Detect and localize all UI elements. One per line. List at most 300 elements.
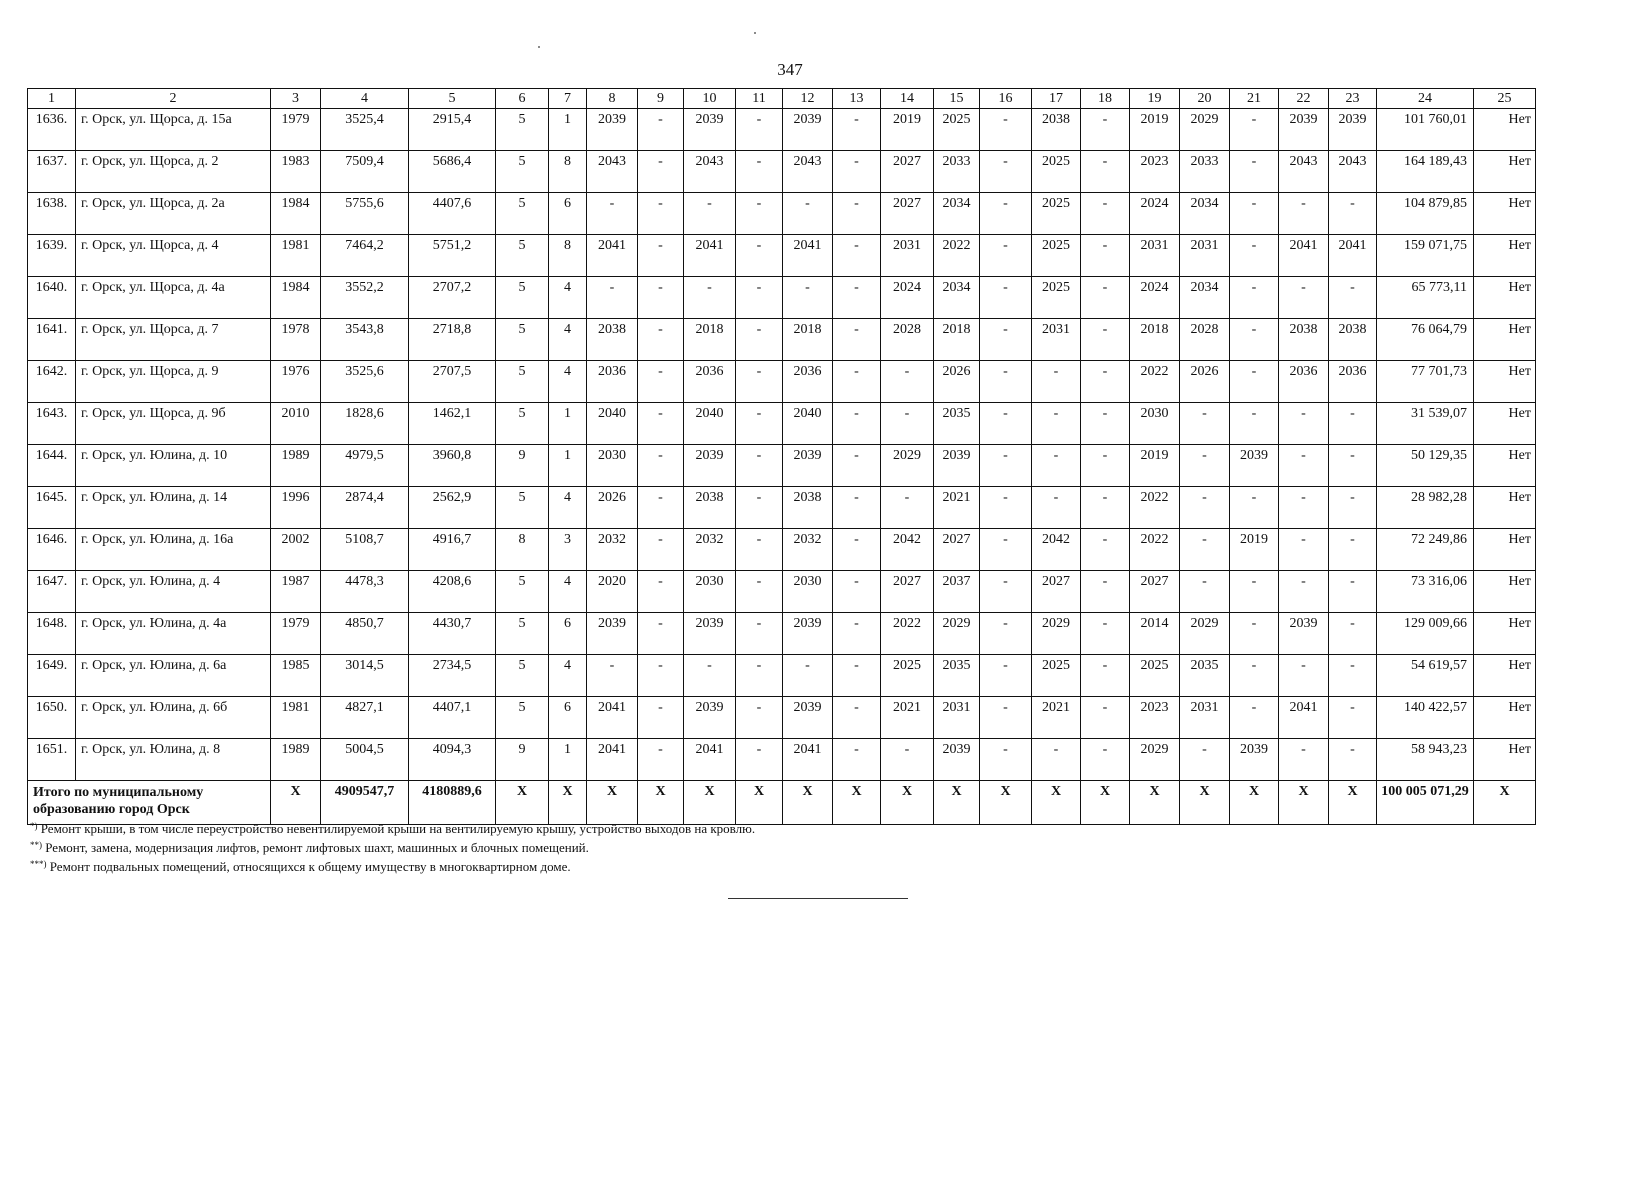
repair-schedule-table [27,88,1536,825]
table-cell: - [980,655,1032,697]
total-cell: X [1279,781,1329,825]
table-cell: - [1081,571,1130,613]
header-cell: 1 [28,89,76,109]
table-cell: - [1230,655,1279,697]
table-cell: 2025 [1032,151,1081,193]
table-cell: - [833,739,881,781]
table-cell: 2027 [881,151,934,193]
table-row [28,739,1536,781]
table-cell: 1978 [271,319,321,361]
header-cell: 6 [496,89,549,109]
table-cell: - [881,487,934,529]
table-cell: 1985 [271,655,321,697]
table-cell: - [587,277,638,319]
table-cell: - [1230,319,1279,361]
table-cell: 4 [549,487,587,529]
table-cell: 2043 [1329,151,1377,193]
table-cell: - [833,655,881,697]
table-cell: - [1279,193,1329,235]
table-cell: 2041 [1279,235,1329,277]
table-cell: 2039 [1279,613,1329,655]
row-number-cell: 1639. [28,235,76,277]
table-cell: 2019 [1130,109,1180,151]
table-cell: 1828,6 [321,403,409,445]
row-number-cell: 1646. [28,529,76,571]
table-cell: 4208,6 [409,571,496,613]
table-row [28,613,1536,655]
table-cell: 1979 [271,613,321,655]
table-cell: 1996 [271,487,321,529]
table-cell: 1984 [271,193,321,235]
table-cell: Нет [1474,151,1536,193]
scan-speck [538,46,540,48]
header-cell: 8 [587,89,638,109]
table-cell: - [736,319,783,361]
header-cell: 21 [1230,89,1279,109]
table-cell: Нет [1474,697,1536,739]
table-cell: - [833,697,881,739]
table-cell: 2027 [934,529,980,571]
row-number-cell: 1643. [28,403,76,445]
table-cell: 2039 [1230,739,1279,781]
table-cell: 2019 [881,109,934,151]
table-cell: 5 [496,571,549,613]
table-cell: - [1032,403,1081,445]
table-cell: 58 943,23 [1377,739,1474,781]
footnotes [30,818,755,875]
table-cell: 2025 [1130,655,1180,697]
table-cell: 2038 [587,319,638,361]
table-cell: 73 316,06 [1377,571,1474,613]
table-cell: - [736,739,783,781]
total-cell: X [1474,781,1536,825]
table-cell: - [1081,361,1130,403]
table-cell: - [1180,403,1230,445]
row-number-cell: 1641. [28,319,76,361]
table-cell: 1 [549,109,587,151]
table-cell: - [980,613,1032,655]
table-cell: 2042 [881,529,934,571]
table-cell: Нет [1474,109,1536,151]
table-body [28,89,1536,825]
table-cell: - [1081,529,1130,571]
table-cell: - [736,613,783,655]
address-cell: г. Орск, ул. Щорса, д. 9б [76,403,271,445]
table-cell: - [684,655,736,697]
row-number-cell: 1650. [28,697,76,739]
table-cell: 2039 [684,613,736,655]
table-row [28,151,1536,193]
table-cell: - [1329,739,1377,781]
table-cell: Нет [1474,445,1536,487]
table-cell: - [638,109,684,151]
table-cell: 2874,4 [321,487,409,529]
table-cell: 5 [496,235,549,277]
table-cell: 3014,5 [321,655,409,697]
table-cell: - [1081,277,1130,319]
table-cell: 2023 [1130,151,1180,193]
table-cell: 2031 [1130,235,1180,277]
table-cell: 6 [549,697,587,739]
address-cell: г. Орск, ул. Щорса, д. 2 [76,151,271,193]
table-cell: 2039 [1230,445,1279,487]
table-cell: 4 [549,277,587,319]
table-cell: - [736,151,783,193]
table-cell: 2026 [1180,361,1230,403]
table-cell: 1981 [271,235,321,277]
table-row [28,193,1536,235]
table-cell: 2041 [783,235,833,277]
table-cell: 1 [549,445,587,487]
table-cell: 4478,3 [321,571,409,613]
table-cell: 2018 [1130,319,1180,361]
table-cell: - [833,613,881,655]
table-cell: - [1081,697,1130,739]
row-number-cell: 1651. [28,739,76,781]
table-cell: - [1081,487,1130,529]
table-cell: - [736,361,783,403]
total-cell: 100 005 071,29 [1377,781,1474,825]
total-cell: 4909547,7 [321,781,409,825]
table-cell: 2029 [1180,109,1230,151]
table-cell: 2024 [1130,277,1180,319]
header-cell: 20 [1180,89,1230,109]
table-cell: 4 [549,361,587,403]
table-cell: 2022 [881,613,934,655]
table-cell: 2039 [1279,109,1329,151]
table-cell: - [1032,361,1081,403]
table-cell: 5 [496,403,549,445]
address-cell: г. Орск, ул. Щорса, д. 7 [76,319,271,361]
table-cell: - [1032,739,1081,781]
table-cell: - [638,529,684,571]
table-cell: - [638,445,684,487]
table-cell: 5 [496,109,549,151]
table-cell: Нет [1474,235,1536,277]
table-cell: 4 [549,319,587,361]
table-cell: - [833,319,881,361]
table-cell: 2025 [1032,235,1081,277]
table-cell: 2018 [684,319,736,361]
table-cell: 2025 [1032,655,1081,697]
address-cell: г. Орск, ул. Юлина, д. 4 [76,571,271,613]
table-cell: 6 [549,613,587,655]
table-cell: Нет [1474,319,1536,361]
table-cell: 1983 [271,151,321,193]
table-cell: 2041 [783,739,833,781]
table-cell: 2019 [1130,445,1180,487]
table-cell: - [980,739,1032,781]
table-cell: 2033 [934,151,980,193]
footnote-text: Ремонт подвальных помещений, относящихся к общему имуществу в многоквартирном доме. [49,859,571,874]
table-cell: - [736,403,783,445]
table-cell: 4094,3 [409,739,496,781]
table-row [28,445,1536,487]
table-cell: - [980,445,1032,487]
table-cell: 2010 [271,403,321,445]
header-cell: 24 [1377,89,1474,109]
address-cell: г. Орск, ул. Щорса, д. 4 [76,235,271,277]
table-cell: - [638,739,684,781]
table-cell: 2040 [783,403,833,445]
table-cell: 2030 [684,571,736,613]
table-cell: 2031 [881,235,934,277]
table-cell: 2019 [1230,529,1279,571]
header-cell: 17 [1032,89,1081,109]
table-row [28,361,1536,403]
table-cell: 5 [496,319,549,361]
table-cell: - [1279,445,1329,487]
table-cell: - [1230,361,1279,403]
table-cell: 2021 [881,697,934,739]
table-cell: - [1329,613,1377,655]
table-cell: - [833,109,881,151]
table-cell: 8 [496,529,549,571]
table-cell: - [736,571,783,613]
table-cell: - [638,151,684,193]
table-cell: 3543,8 [321,319,409,361]
address-cell: г. Орск, ул. Юлина, д. 14 [76,487,271,529]
table-cell: - [833,361,881,403]
table-cell: - [1180,487,1230,529]
table-cell: 2040 [684,403,736,445]
table-cell: 5686,4 [409,151,496,193]
table-cell: - [1180,739,1230,781]
table-cell: 1979 [271,109,321,151]
table-cell: - [1081,109,1130,151]
table-cell: 4827,1 [321,697,409,739]
table-cell: - [833,529,881,571]
table-cell: 2038 [1279,319,1329,361]
table-cell: 2021 [1032,697,1081,739]
table-cell: - [980,697,1032,739]
table-cell: - [1081,403,1130,445]
address-cell: г. Орск, ул. Щорса, д. 9 [76,361,271,403]
table-cell: 2034 [934,193,980,235]
table-cell: 2915,4 [409,109,496,151]
table-cell: - [833,193,881,235]
table-cell: Нет [1474,487,1536,529]
total-cell: X [1081,781,1130,825]
table-cell: 2029 [1032,613,1081,655]
table-cell: 2038 [684,487,736,529]
table-cell: 5 [496,277,549,319]
address-cell: г. Орск, ул. Щорса, д. 4а [76,277,271,319]
table-cell: 2707,5 [409,361,496,403]
table-cell: 2022 [1130,487,1180,529]
header-cell: 10 [684,89,736,109]
table-cell: Нет [1474,571,1536,613]
total-label: Итого по муниципальному образованию город Орск [28,781,271,825]
table-cell: - [1329,697,1377,739]
table-cell: - [736,529,783,571]
table-cell: 164 189,43 [1377,151,1474,193]
table-cell: 2032 [783,529,833,571]
table-cell: 1462,1 [409,403,496,445]
table-cell: 2039 [684,445,736,487]
table-cell: - [1081,151,1130,193]
table-cell: 1 [549,739,587,781]
table-cell: 2028 [1180,319,1230,361]
table-cell: 2039 [934,445,980,487]
table-cell: - [1279,403,1329,445]
total-cell: X [638,781,684,825]
table-cell: 2036 [1329,361,1377,403]
table-cell: Нет [1474,655,1536,697]
table-cell: - [1230,571,1279,613]
total-cell: X [1130,781,1180,825]
header-row [28,89,1536,109]
table-cell: 2039 [934,739,980,781]
row-number-cell: 1644. [28,445,76,487]
total-cell: 4180889,6 [409,781,496,825]
table-cell: 2029 [881,445,934,487]
table-cell: 2039 [783,109,833,151]
table-cell: 2039 [1329,109,1377,151]
table-cell: 2032 [587,529,638,571]
table-cell: 2041 [587,235,638,277]
table-cell: 101 760,01 [1377,109,1474,151]
table-cell: 2018 [783,319,833,361]
total-cell: X [783,781,833,825]
table-cell: 3 [549,529,587,571]
table-cell: - [587,655,638,697]
table-cell: - [980,487,1032,529]
footnote-text: Ремонт крыши, в том числе переустройство невентилируемой крыши на вентилируемую крышу, устройство выходов на кровлю. [40,821,756,836]
table-cell: Нет [1474,739,1536,781]
row-number-cell: 1645. [28,487,76,529]
table-cell: - [736,193,783,235]
table-cell: - [1329,655,1377,697]
table-cell: 9 [496,445,549,487]
table-cell: 2038 [1032,109,1081,151]
table-cell: - [980,361,1032,403]
table-cell: 2026 [587,487,638,529]
table-cell: 2038 [1329,319,1377,361]
table-cell: 2002 [271,529,321,571]
table-cell: 76 064,79 [1377,319,1474,361]
table-cell: Нет [1474,529,1536,571]
table-cell: 2027 [1130,571,1180,613]
table-cell: 3525,4 [321,109,409,151]
table-cell: - [980,529,1032,571]
table-cell: - [1180,571,1230,613]
table-row [28,235,1536,277]
table-row [28,697,1536,739]
table-cell: 2030 [587,445,638,487]
table-cell: 1987 [271,571,321,613]
table-cell: 2039 [783,613,833,655]
table-cell: - [980,403,1032,445]
row-number-cell: 1640. [28,277,76,319]
table-cell: 2025 [1032,193,1081,235]
total-cell: X [496,781,549,825]
table-cell: 2036 [587,361,638,403]
table-cell: 7509,4 [321,151,409,193]
table-cell: 4 [549,655,587,697]
table-cell: - [1279,487,1329,529]
table-cell: 2027 [881,571,934,613]
table-cell: 2031 [1180,235,1230,277]
table-cell: 2030 [783,571,833,613]
table-cell: 9 [496,739,549,781]
table-cell: - [1279,739,1329,781]
header-cell: 14 [881,89,934,109]
table-cell: - [1329,277,1377,319]
footnote-mark: ***) [30,859,47,869]
header-cell: 3 [271,89,321,109]
table-cell: 5 [496,655,549,697]
table-cell: 1989 [271,739,321,781]
table-cell: 2034 [1180,277,1230,319]
table-cell: - [980,277,1032,319]
table-cell: 2027 [881,193,934,235]
table-cell: - [980,109,1032,151]
table-cell: 2022 [1130,361,1180,403]
table-cell: - [1081,193,1130,235]
header-cell: 25 [1474,89,1536,109]
row-number-cell: 1649. [28,655,76,697]
header-cell: 2 [76,89,271,109]
footnote-1 [30,818,755,837]
table-cell: 2030 [1130,403,1180,445]
table-cell: - [980,319,1032,361]
table-cell: 2041 [1329,235,1377,277]
total-cell: X [980,781,1032,825]
table-cell: - [980,193,1032,235]
table-cell: 2041 [587,739,638,781]
table-cell: 2036 [684,361,736,403]
address-cell: г. Орск, ул. Юлина, д. 10 [76,445,271,487]
table-cell: 2039 [684,697,736,739]
table-cell: 1984 [271,277,321,319]
table-cell: 2562,9 [409,487,496,529]
table-cell: 2043 [587,151,638,193]
table-cell: - [833,277,881,319]
table-cell: 2039 [587,109,638,151]
table-cell: Нет [1474,613,1536,655]
table-cell: - [638,193,684,235]
table-cell: - [833,571,881,613]
table-cell: - [980,151,1032,193]
table-cell: 5 [496,613,549,655]
table-cell: - [638,403,684,445]
table-cell: 2035 [934,403,980,445]
row-number-cell: 1648. [28,613,76,655]
header-cell: 15 [934,89,980,109]
table-cell: 2042 [1032,529,1081,571]
table-cell: - [736,109,783,151]
table-cell: 5 [496,487,549,529]
table-cell: 5 [496,193,549,235]
table-cell: 2041 [684,739,736,781]
table-cell: 2037 [934,571,980,613]
table-cell: 2034 [1180,193,1230,235]
table-cell: - [684,193,736,235]
table-cell: 5751,2 [409,235,496,277]
table-cell: 140 422,57 [1377,697,1474,739]
table-row [28,403,1536,445]
table-cell: - [1329,445,1377,487]
table-cell: 3525,6 [321,361,409,403]
header-cell: 11 [736,89,783,109]
table-cell: 4407,1 [409,697,496,739]
total-cell: X [1329,781,1377,825]
table-cell: 72 249,86 [1377,529,1474,571]
table-cell: 2040 [587,403,638,445]
footnote-mark: **) [30,840,42,850]
table-cell: - [1081,235,1130,277]
